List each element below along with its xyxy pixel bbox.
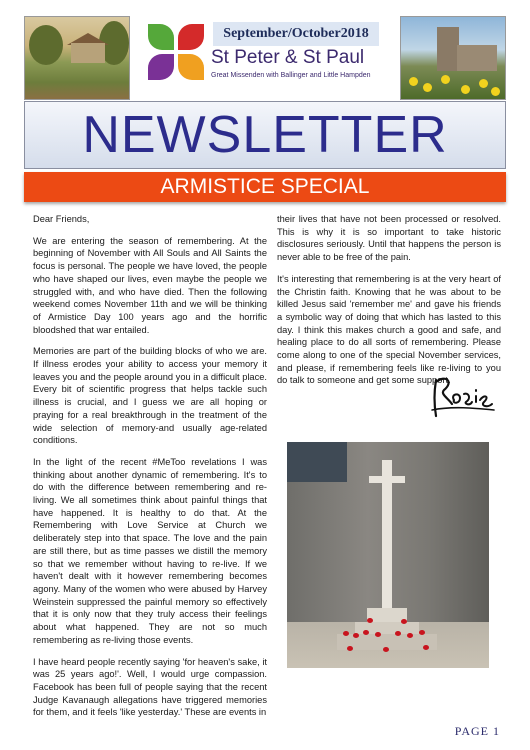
village-photo [24,16,130,100]
paragraph: In the light of the recent #MeToo revelations I was thinking about another dynamic of remembering. It's to do with the difference between remembering and re-living. We all sometimes think about painful things that have happened. It is healthy to do that. At the Remembering with Love Service at Church we deliberately step into that space. The love and the pain are still there, but as time passes we distill the memory so that we remember without having to re-live. If we haven't dealt with it however remembering becomes agony. Many of the women who were abused by Harvey Weinstein suppressed the painful memory so effectively that it is only now that they truly access their feelings about what happened. They are not so much remembering as re-living those events. [33,456,267,645]
paragraph: We are entering the season of remembering. At the beginning of November with All Souls and All Saints the focus is personal. The people we have loved, the people who have shaped our lives, even maybe the people we struggled with, and who have died. Then the following weekend comes November 11th and we will be thinking of Armistice Day 100 years ago and the horrific bloodshed that war entailed. [33,235,267,335]
letter-right-column [277,213,501,396]
page-number: PAGE 1 [454,724,500,738]
newsletter-title: NEWSLETTER [82,106,448,164]
paragraph: It's interesting that remembering is at the very heart of the Christin faith. Knowing that he was about to be killed Jesus said 'remember me' and gave his friends a symbolic way of doing that which has lasted to this day. I think this makes church a good and safe, and healing place to do all sorts of remembering. Please come along to one of the special November services, and please, if remembering feels like re-living to you do talk to someone and get some support. [277,273,501,386]
paragraph: I have heard people recently saying 'for heaven's sake, it was 25 years ago!'. Well, I would urge compassion. Facebook has been full of people saying that the recent Judge Kavanaugh allegations have triggered memories for them, and it feels 'like yesterday.' These are events in [33,656,267,718]
issue-date: September/October2018 [213,22,379,46]
paragraph: their lives that have not been processed or resolved. This is why it is so important to take historic disclosures seriously. Until that happens the person is never able to be free of the pain. [277,214,501,263]
special-banner-text: ARMISTICE SPECIAL [160,175,370,198]
church-daffodils-photo [400,16,506,100]
church-name: St Peter & St Paul [211,47,365,68]
signature-rosie [428,370,498,422]
letter-left-column [33,213,267,728]
paragraph: Memories are part of the building blocks of who we are. If illness erodes your ability to access your memory it leaves you and the people around you in a difficult place. Every bit of scientific progress that helps tackle such illness is crucial, and I guess we are all hoping or praying for a real breakthrough in the treatment of the wide selection of memory-and usually age-related conditions. [33,346,267,446]
war-memorial-photo [287,442,489,668]
church-logo-icon [148,24,206,80]
paragraph: Dear Friends, [33,214,90,224]
parish-line: Great Missenden with Ballinger and Little Hampden [211,72,371,79]
